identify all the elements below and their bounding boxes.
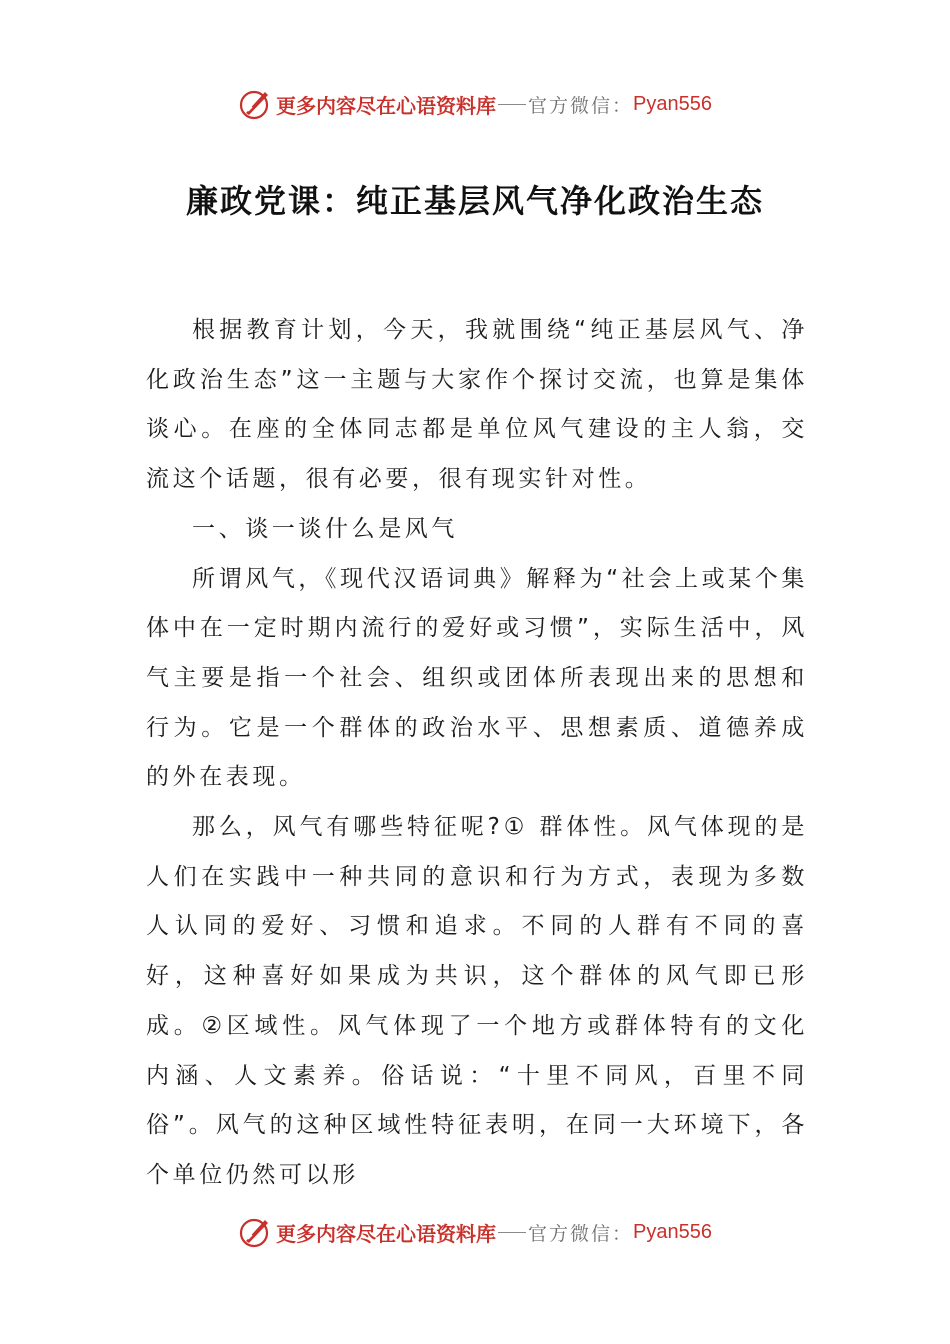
banner-wechat-id: Pyan556 xyxy=(633,92,712,115)
banner-official-label: 官方微信： xyxy=(528,94,634,117)
banner-wechat-id: Pyan556 xyxy=(633,1220,712,1243)
paragraph-intro: 根据教育计划，今天，我就围绕“纯正基层风气、净化政治生态”这一主题与大家作个探讨交流，也算是集体谈心。在座的全体同志都是单位风气建设的主人翁，交流这个话题，很有必要，很有现实针对性。 xyxy=(146,317,808,493)
banner-brand-text: 更多内容尽在心语资料库 xyxy=(276,1221,496,1246)
section-heading: 一、谈一谈什么是风气 xyxy=(192,515,458,542)
banner-dash xyxy=(498,104,526,105)
banner-official-label: 官方微信： xyxy=(528,1222,634,1245)
banner-dash xyxy=(498,1232,526,1233)
quill-seal-icon xyxy=(238,1215,272,1249)
quill-seal-icon xyxy=(238,87,272,121)
document-body xyxy=(146,306,808,1201)
footer-banner xyxy=(0,1212,950,1252)
header-banner xyxy=(0,84,950,124)
paragraph-characteristics: 那么，风气有哪些特征呢?① 群体性。风气体现的是人们在实践中一种共同的意识和行为方式，表现为多数人认同的爱好、习惯和追求。不同的人群有不同的喜好，这种喜好如果成为共识，这个群体的风气即已形成。②区域性。风气体现了一个地方或群体特有的文化内涵、人文素养。俗话说：“十里不同风，百里不同俗”。风气的这种区域性特征表明，在同一大环境下，各个单位仍然可以形 xyxy=(146,814,808,1188)
banner-brand-text: 更多内容尽在心语资料库 xyxy=(276,93,496,118)
paragraph-definition: 所谓风气，《现代汉语词典》解释为“社会上或某个集体中在一定时期内流行的爱好或习惯”，实际生活中，风气主要是指一个社会、组织或团体所表现出来的思想和行为。它是一个群体的政治水平、思想素质、道德养成的外在表现。 xyxy=(146,565,808,791)
document-title: 廉政党课：纯正基层风气净化政治生态 xyxy=(185,182,764,220)
